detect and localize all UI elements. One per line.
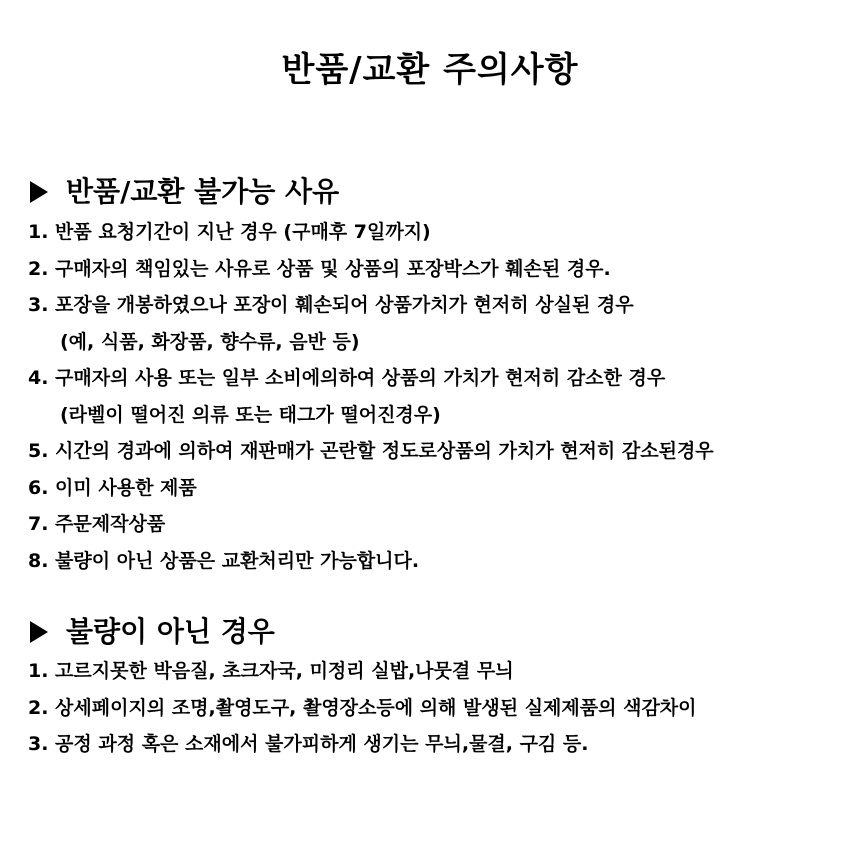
section-heading-not-defective: [30, 612, 275, 652]
section-heading-non-returnable: [30, 172, 339, 212]
section-heading-label: 반품/교환 불가능 사유: [66, 175, 340, 208]
triangle-bullet-icon: [30, 181, 48, 203]
list-item-continuation: (예, 식품, 화장품, 향수류, 음반 등): [60, 330, 360, 353]
list-item-continuation: (라벨이 떨어진 의류 또는 태그가 떨어진경우): [60, 403, 441, 426]
non-returnable-reasons-list: [28, 214, 714, 579]
list-item: 8. 불량이 아닌 상품은 교환처리만 가능합니다.: [28, 549, 420, 572]
list-item: 2. 구매자의 책임있는 사유로 상품 및 상품의 포장박스가 훼손된 경우.: [28, 257, 611, 280]
list-item: 4. 구매자의 사용 또는 일부 소비에의하여 상품의 가치가 현저히 감소한 경우: [28, 367, 666, 389]
list-item: 7. 주문제작상품: [28, 513, 166, 535]
list-item: 2. 상세페이지의 조명,촬영도구, 촬영장소등에 의해 발생된 실제제품의 색감차이: [28, 696, 697, 719]
list-item: 3. 공정 과정 혹은 소재에서 불가피하게 생기는 무늬,물결, 구김 등.: [28, 733, 589, 755]
list-item: 1. 반품 요청기간이 지난 경우 (구매후 7일까지): [28, 221, 431, 243]
list-item: 1. 고르지못한 박음질, 초크자국, 미정리 실밥,나뭇결 무늬: [28, 660, 514, 682]
not-defective-cases-list: [28, 653, 697, 763]
section-heading-label: 불량이 아닌 경우: [66, 615, 275, 648]
page-title: 반품/교환 주의사항: [281, 50, 579, 90]
list-item: 3. 포장을 개봉하였으나 포장이 훼손되어 상품가치가 현저히 상실된 경우: [28, 294, 634, 316]
list-item: 5. 시간의 경과에 의하여 재판매가 곤란할 정도로상품의 가치가 현저히 감소된경우: [28, 440, 714, 462]
list-item: 6. 이미 사용한 제품: [28, 476, 197, 499]
triangle-bullet-icon: [30, 621, 48, 643]
